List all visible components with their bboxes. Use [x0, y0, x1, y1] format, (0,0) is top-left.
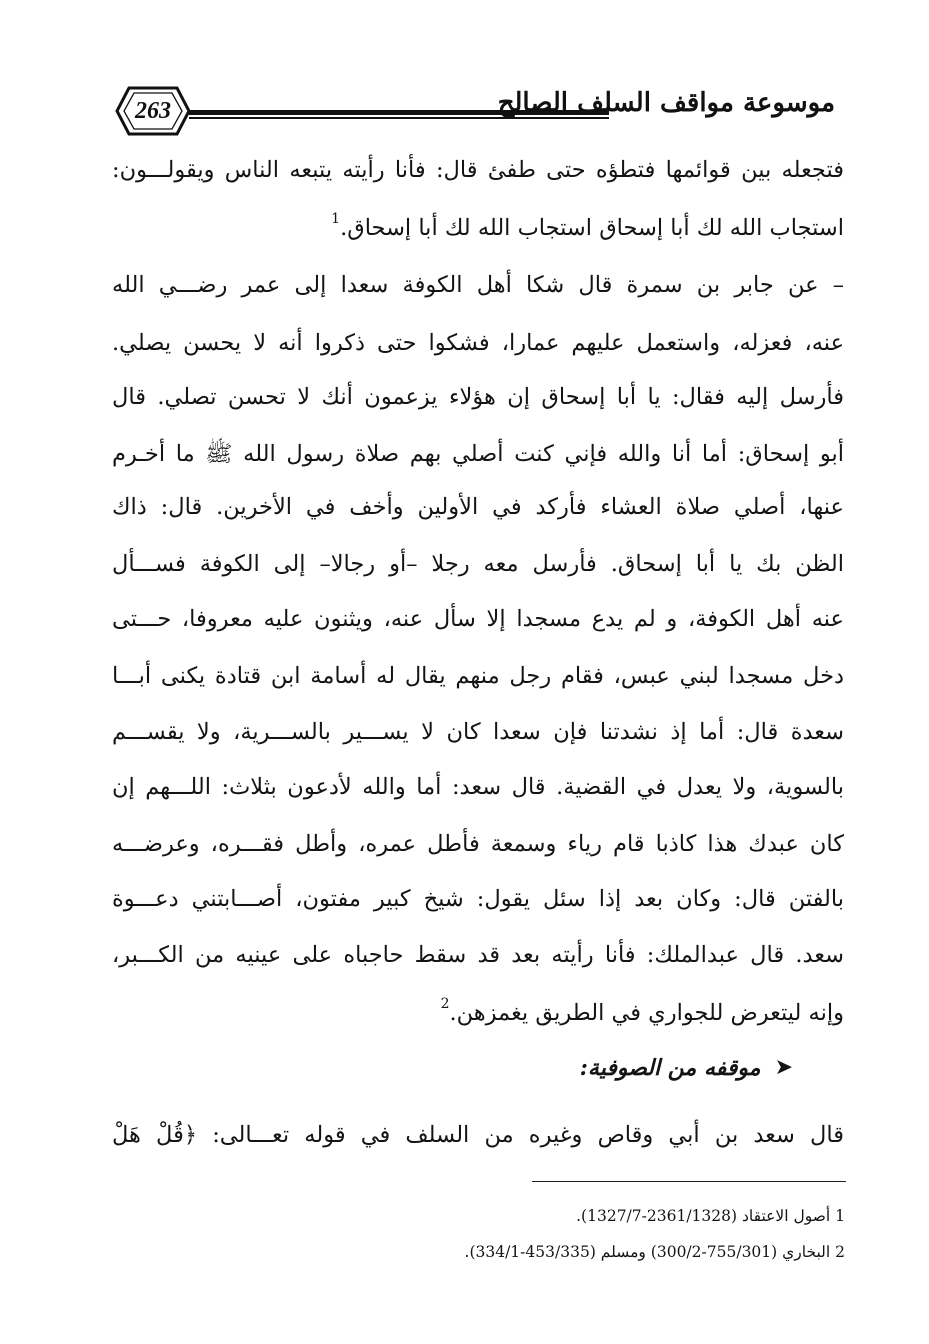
- page-number-badge: [115, 78, 191, 144]
- text-line: – عن جابر بن سمرة قال شكا أهل الكوفة سعدا إلى عمر رضـــي الله: [112, 272, 844, 298]
- footnote: 2 البخاري (755/301-300/2) ومسلم (453/335-334/1).: [464, 1243, 845, 1261]
- text-line: [112, 990, 844, 1036]
- text-line: فتجعله بين قوائمها فتطؤه حتى طفئ قال: فأنا رأيته يتبعه الناس ويقولـــون:: [112, 157, 844, 183]
- text-line: سعد. قال عبدالملك: فأنا رأيته بعد قد سقط حاجباه على عينيه من الكـــبر،: [112, 942, 844, 968]
- footnote-marker: 2: [440, 996, 450, 1012]
- arrowhead-icon: ➤: [774, 1055, 793, 1080]
- text-line: الظن بك يا أبا إسحاق. فأرسل معه رجلا –أو رجالا– إلى الكوفة فســـأل: [112, 551, 844, 577]
- text-line: أبو إسحاق: أما أنا والله فإني كنت أصلي بهم صلاة رسول الله ﷺ ما أخـرم: [112, 441, 844, 467]
- text-segment: وإنه ليتعرض للجواري في الطريق يغمزهن.: [449, 1000, 844, 1026]
- text-line: عنه، فعزله، واستعمل عليهم عمارا، فشكوا حتى ذكروا أنه لا يحسن يصلي.: [112, 330, 844, 356]
- text-line: كان عبدك هذا كاذبا قام رياء وسمعة فأطل عمره، وأطل فقـــره، وعرضـــه: [112, 831, 844, 857]
- text-line: سعدة قال: أما إذ نشدتنا فإن سعدا كان لا يســـير بالســـرية، ولا يقســـم: [112, 719, 844, 745]
- text-line: قال سعد بن أبي وقاص وغيره من السلف في قوله تعـــالى: ﴿قُلْ هَلْ: [112, 1122, 844, 1148]
- book-title: موسوعة مواقف السلف الصالح: [497, 88, 835, 118]
- text-line: [112, 205, 844, 251]
- page-header: [115, 78, 835, 144]
- text-line: بالسوية، ولا يعدل في القضية. قال سعد: أما والله لأدعون بثلاث: اللـــهم إن: [112, 774, 844, 800]
- footnote: 1 أصول الاعتقاد (2361/1328-1327/7).: [576, 1207, 845, 1225]
- text-segment: استجاب الله لك أبا إسحاق استجاب الله لك أبا إسحاق.: [340, 215, 844, 241]
- section-heading-text: موقفه من الصوفية:: [579, 1055, 761, 1081]
- footnote-marker: 1: [331, 211, 341, 227]
- text-line: فأرسل إليه فقال: يا أبا إسحاق إن هؤلاء يزعمون أنك لا تحسن تصلي. قال: [112, 384, 844, 410]
- section-heading: [580, 1045, 793, 1091]
- page-number: 263: [135, 97, 171, 124]
- text-line: عنها، أصلي صلاة العشاء فأركد في الأولين وأخف في الأخرين. قال: ذاك: [112, 494, 844, 520]
- text-line: عنه أهل الكوفة، و لم يدع مسجدا إلا سأل عنه، ويثنون عليه معروفا، حـــتى: [112, 606, 844, 632]
- text-line: دخل مسجدا لبني عبس، فقام رجل منهم يقال له أسامة ابن قتادة يكنى أبـــا: [112, 663, 844, 689]
- text-line: بالفتن قال: وكان بعد إذا سئل يقول: شيخ كبير مفتون، أصـــابتني دعـــوة: [112, 886, 844, 912]
- footnote-separator: [532, 1181, 846, 1182]
